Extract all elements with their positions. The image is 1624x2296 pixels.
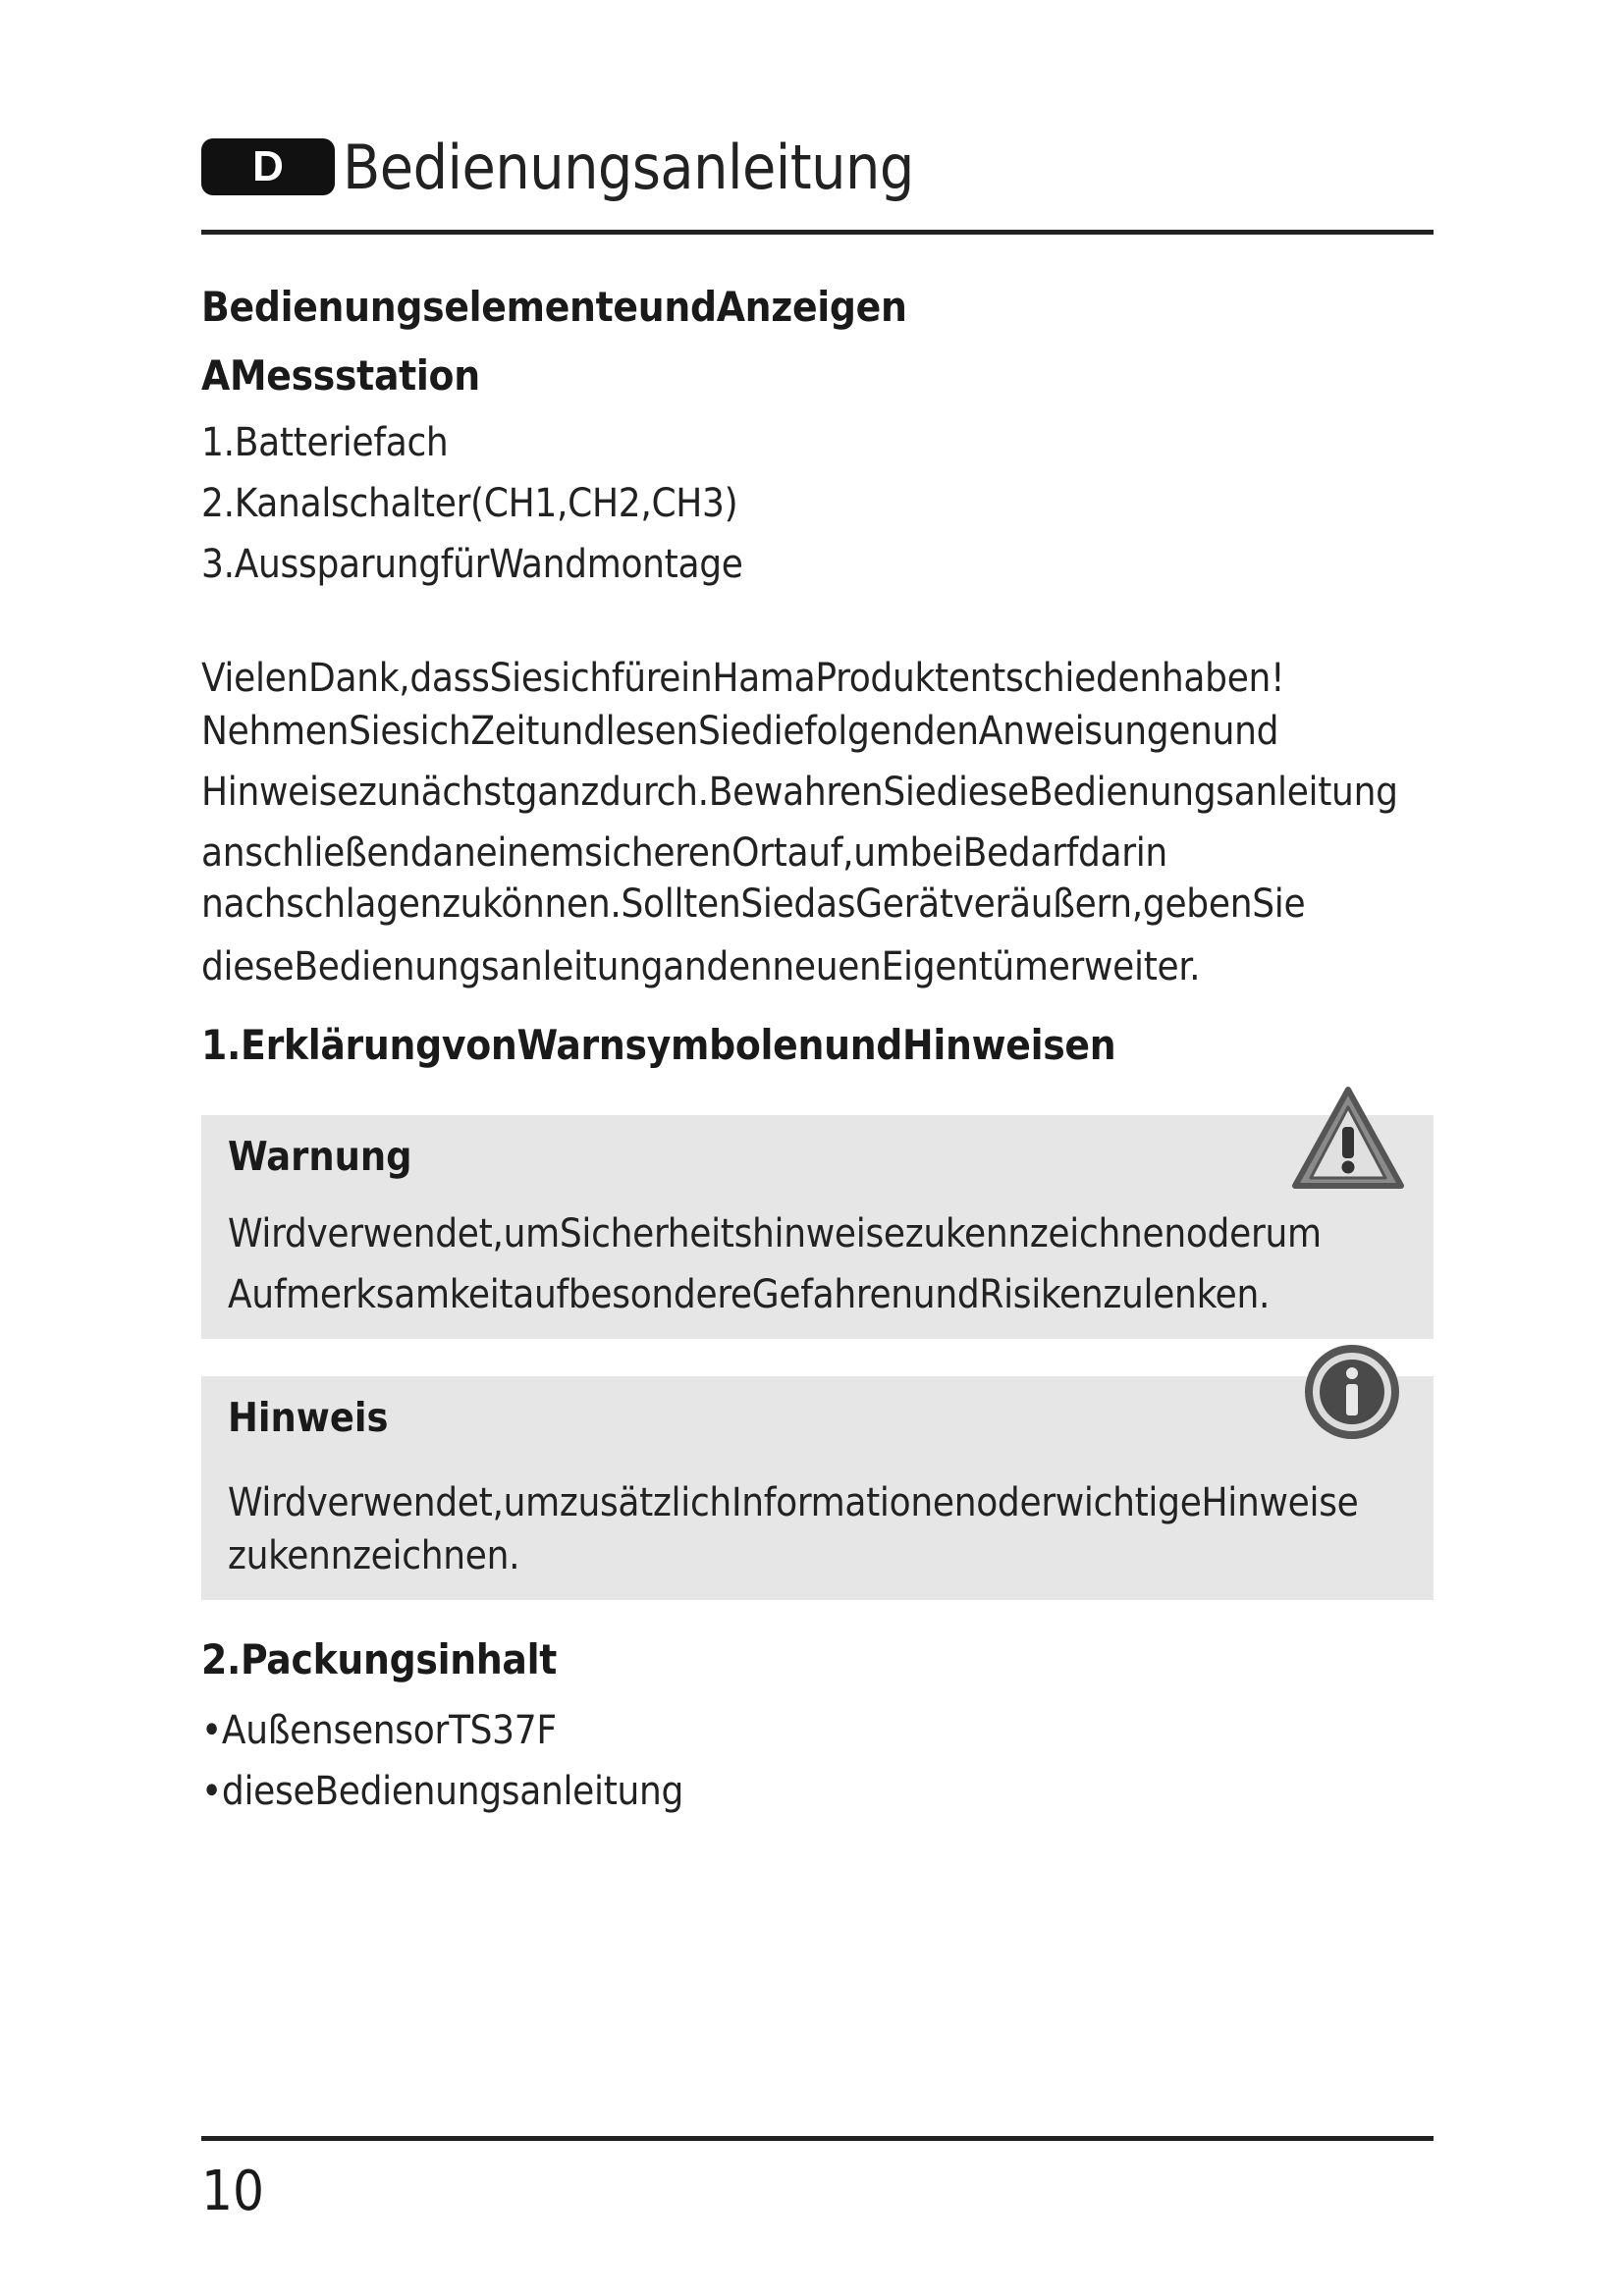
package-heading: 2.Packungsinhalt xyxy=(201,1635,558,1683)
warning-triangle-icon xyxy=(1289,1084,1407,1194)
manual-page xyxy=(201,0,1434,2296)
warning-text-line: Wirdverwendet,umSicherheitshinweisezukennzeichnenoderum xyxy=(228,1211,1322,1256)
intro-line: VielenDank,dassSiesichfüreinHamaProduktentschiedenhaben! xyxy=(201,656,1285,701)
warning-title: Warnung xyxy=(228,1133,412,1180)
controls-heading: BedienungselementeundAnzeigen xyxy=(201,283,907,331)
info-circle-icon xyxy=(1301,1341,1403,1443)
intro-line: Hinweisezunächstganzdurch.BewahrenSiedieseBedienungsanleitung xyxy=(201,770,1398,815)
package-item: •dieseBedienungsanleitung xyxy=(201,1769,684,1814)
note-text-line: Wirdverwendet,umzusätzlichInformationenoderwichtigeHinweise xyxy=(228,1480,1359,1525)
footer-divider xyxy=(201,2136,1434,2141)
controls-item: 2.Kanalschalter(CH1,CH2,CH3) xyxy=(201,481,738,526)
intro-line: dieseBedienungsanleitungandenneuenEigentümerweiter. xyxy=(201,944,1201,989)
warning-text-line: AufmerksamkeitaufbesondereGefahrenundRisikenzulenken. xyxy=(228,1272,1271,1317)
note-text-line: zukennzeichnen. xyxy=(228,1533,520,1578)
page-number: 10 xyxy=(201,2160,265,2223)
controls-subheading: AMessstation xyxy=(201,351,480,400)
language-badge: D xyxy=(201,138,335,195)
package-item: •AußensensorTS37F xyxy=(201,1708,557,1753)
note-title: Hinweis xyxy=(228,1394,389,1441)
page-header xyxy=(201,128,914,206)
warning-box xyxy=(201,1115,1434,1339)
header-divider xyxy=(201,230,1434,235)
symbols-heading: 1.ErklärungvonWarnsymbolenundHinweisen xyxy=(201,1021,1116,1069)
intro-line: NehmenSiesichZeitundlesenSiediefolgendenAnweisungenund xyxy=(201,709,1279,754)
controls-item: 1.Batteriefach xyxy=(201,420,449,465)
note-box xyxy=(201,1376,1434,1600)
document-title: Bedienungsanleitung xyxy=(343,131,914,203)
intro-line: anschließendaneinemsicherenOrtauf,umbeiBedarfdarin xyxy=(201,830,1167,876)
controls-item: 3.AussparungfürWandmontage xyxy=(201,542,743,587)
intro-line: nachschlagenzukönnen.SolltenSiedasGerätveräußern,gebenSie xyxy=(201,881,1306,927)
